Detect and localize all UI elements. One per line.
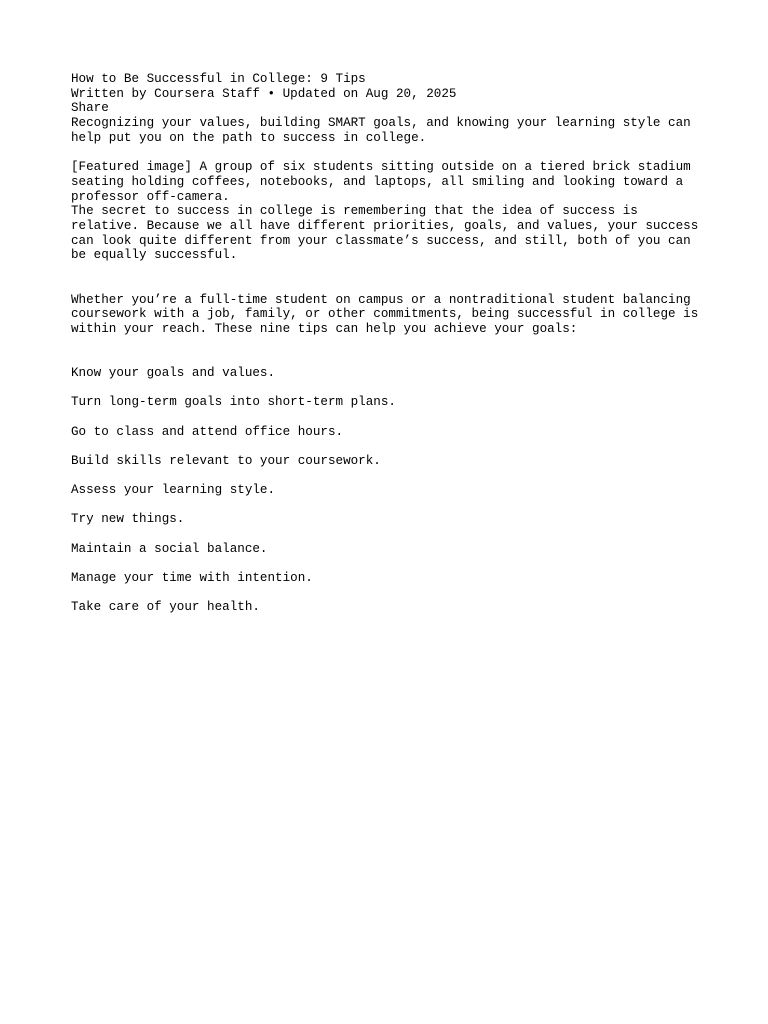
featured-image-caption: [Featured image] A group of six students sitting outside on a tiered brick stadium seating holding coffees, notebooks, and laptops, all smiling and looking toward a professor off-camera.: [71, 160, 699, 204]
list-item: Know your goals and values.: [71, 366, 276, 381]
list-item: Go to class and attend office hours.: [71, 424, 344, 439]
article-summary: Recognizing your values, building SMART goals, and knowing your learning style can help put you on the path to success in college.: [71, 116, 699, 145]
list-item: Take care of your health.: [71, 600, 260, 615]
list-item: Build skills relevant to your coursework.: [71, 453, 381, 468]
article-page: [71, 72, 711, 615]
list-item: Try new things.: [71, 512, 185, 527]
list-item: Maintain a social balance.: [71, 541, 268, 556]
spacer: [71, 337, 711, 366]
share-button[interactable]: Share: [71, 101, 109, 116]
spacer: [71, 146, 711, 161]
intro-paragraph: The secret to success in college is remembering that the idea of success is relative. Because we all have different priorities, goals, and values, your success can look quite different from your classmate’s success, and still, both of you can be equally successful.: [71, 204, 706, 263]
list-item: Assess your learning style.: [71, 483, 276, 498]
second-paragraph: Whether you’re a full-time student on campus or a nontraditional student balancing coursework with a job, family, or other commitments, being successful in college is within your reach. These nine tips can help you achieve your goals:: [71, 292, 706, 336]
list-item: Manage your time with intention.: [71, 570, 313, 585]
spacer: [71, 263, 711, 292]
article-title: How to Be Successful in College: 9 Tips: [71, 72, 366, 86]
list-item: Turn long-term goals into short-term plans.: [71, 395, 396, 410]
tips-list: [71, 366, 711, 615]
article-byline: Written by Coursera Staff • Updated on Aug 20, 2025: [71, 86, 457, 101]
